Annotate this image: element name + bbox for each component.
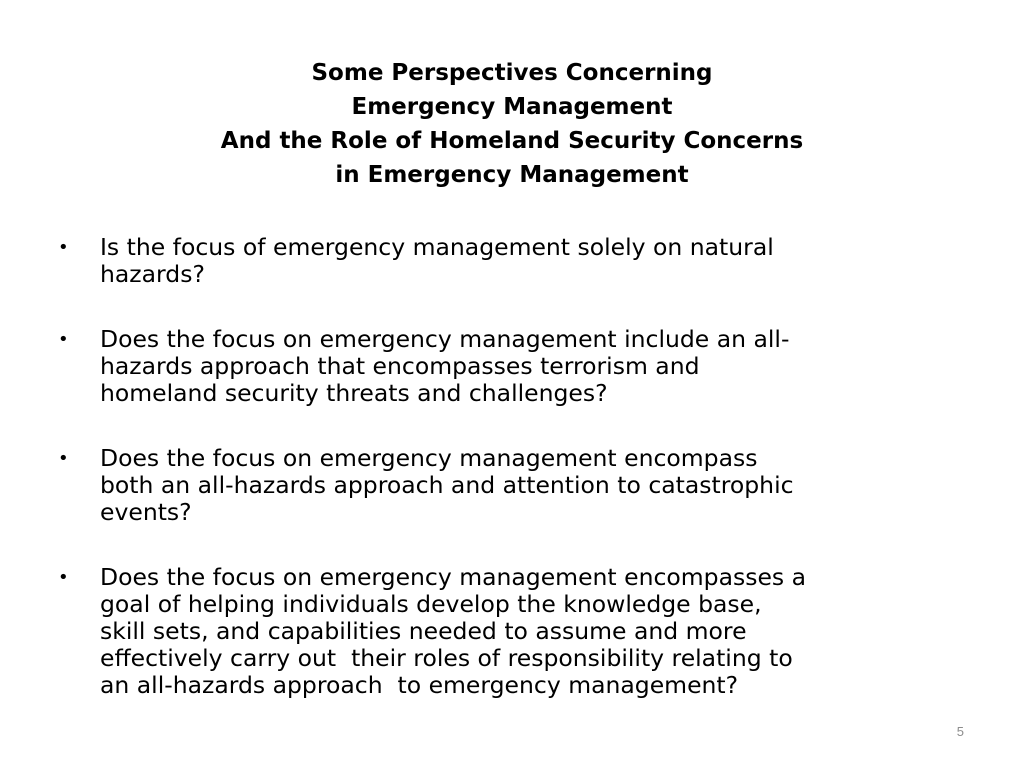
page-number: 5 (956, 724, 964, 739)
title-line-1: Some Perspectives Concerning (311, 60, 713, 86)
bullet-icon: • (58, 329, 69, 350)
bullet-text-3: Does the focus on emergency management encompass both an all-hazards approach and attention to catastrophic events? (100, 444, 794, 526)
bullet-text-2: Does the focus on emergency management include an all- hazards approach that encompasses terrorism and homeland security threats and challenges? (100, 325, 790, 407)
bullet-list (58, 234, 958, 699)
title-line-3: And the Role of Homeland Security Concerns (220, 128, 804, 154)
bullet-item-3 (58, 445, 958, 526)
bullet-text-4: Does the focus on emergency management encompasses a goal of helping individuals develop the knowledge base, skill sets, and capabilities needed to assume and more effectively carry out their roles of responsibility relating to an all-hazards approach to emergency management? (100, 563, 807, 699)
title-line-4: in Emergency Management (335, 162, 689, 188)
bullet-icon: • (58, 567, 69, 588)
bullet-icon: • (58, 237, 69, 258)
bullet-text-1: Is the focus of emergency management solely on natural hazards? (100, 233, 774, 288)
bullet-item-1 (58, 234, 958, 288)
bullet-item-2 (58, 326, 958, 407)
title-line-2: Emergency Management (351, 94, 673, 120)
slide-title (90, 56, 934, 192)
bullet-item-4 (58, 564, 958, 699)
bullet-icon: • (58, 448, 69, 469)
